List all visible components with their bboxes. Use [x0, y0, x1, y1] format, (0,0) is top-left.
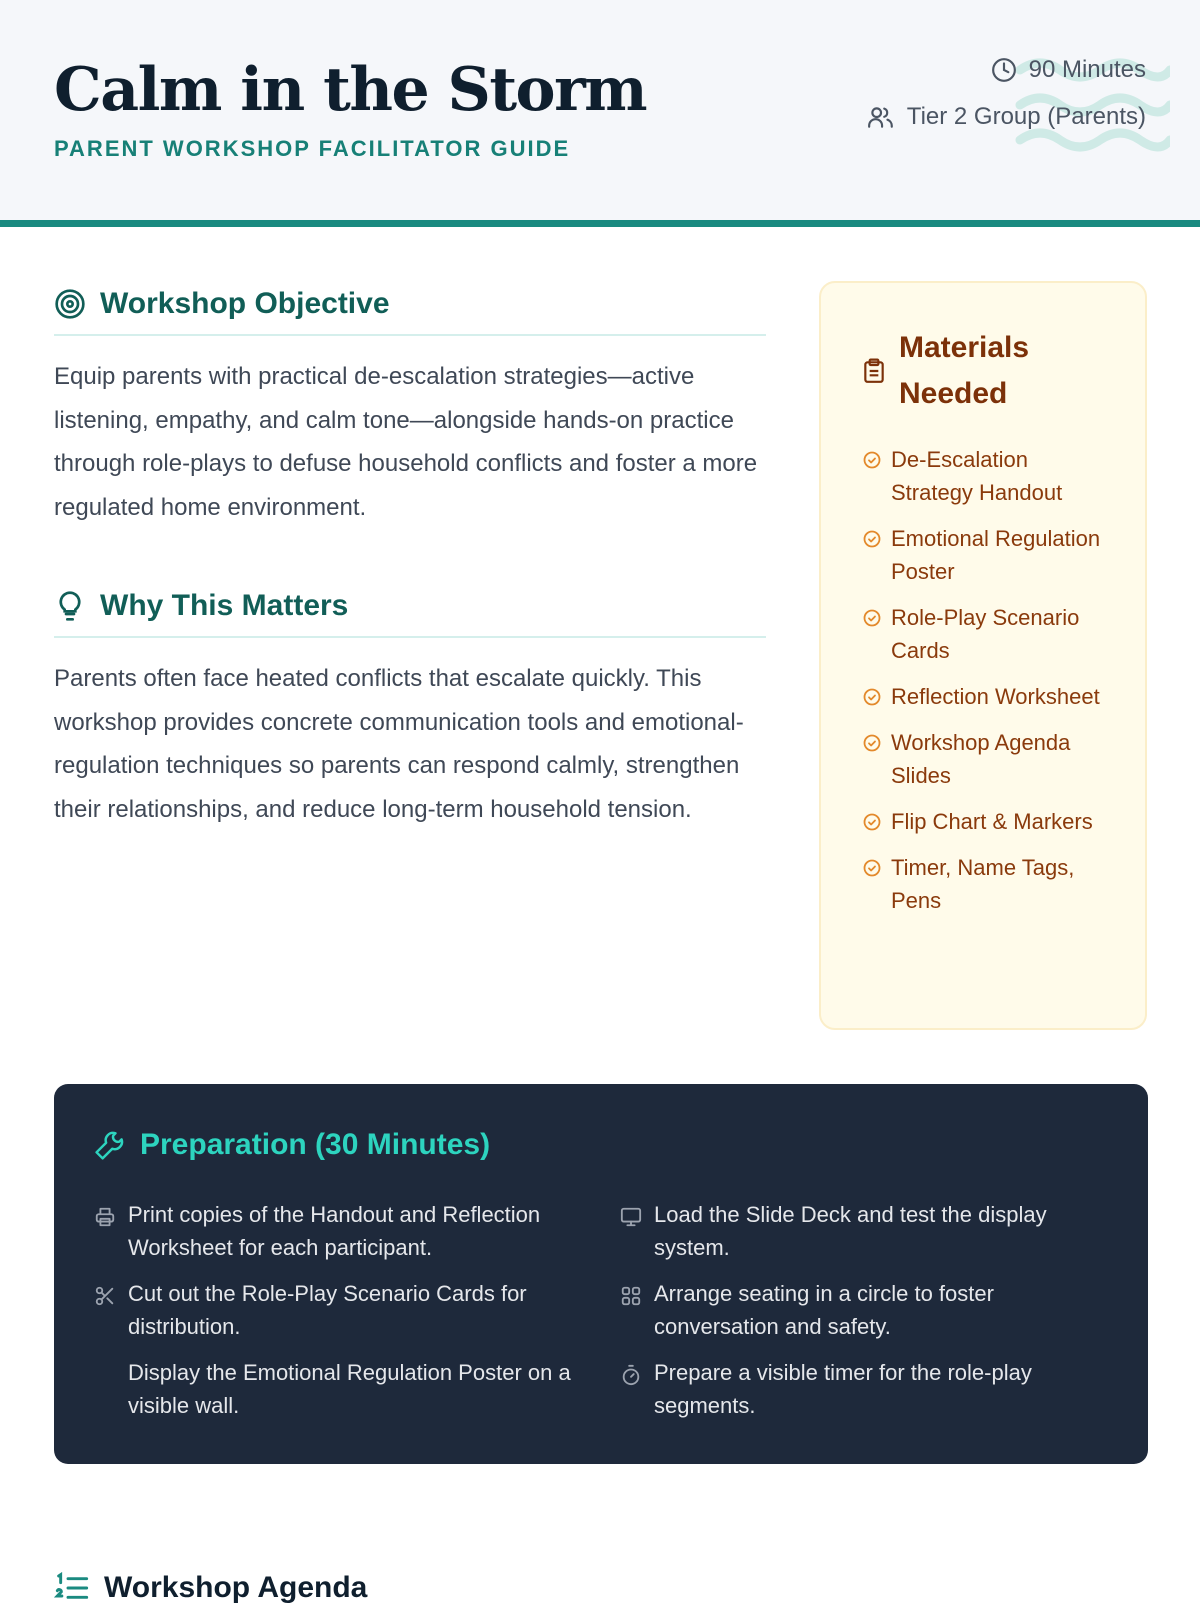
material-item-label: Timer, Name Tags, Pens	[891, 855, 1075, 913]
clipboard-icon	[863, 358, 885, 384]
page-subtitle: PARENT WORKSHOP FACILITATOR GUIDE	[54, 136, 571, 161]
material-item	[863, 601, 1113, 667]
objective-text: Equip parents with practical de-escalation strategies—active listening, empathy, and calm tone—alongside hands-on practice through role-plays to defuse household conflicts and foster a more regulated home environment.	[54, 363, 758, 521]
clock-icon	[991, 57, 1017, 83]
preparation-item-text: Cut out the Role-Play Scenario Cards for distribution.	[128, 1281, 527, 1339]
preparation-item-text: Arrange seating in a circle to foster conversation and safety.	[654, 1281, 994, 1339]
monitor-icon	[620, 1204, 642, 1226]
preparation-item-text: Display the Emotional Regulation Poster on a visible wall.	[128, 1360, 571, 1418]
audience-meta	[867, 103, 1146, 131]
page-title: Calm in the Storm	[54, 55, 647, 125]
material-item-label: Reflection Worksheet	[891, 684, 1100, 709]
preparation-item-text: Load the Slide Deck and test the display system.	[654, 1202, 1047, 1260]
numbered-list-icon	[54, 1572, 90, 1604]
preparation-item	[94, 1356, 574, 1422]
stopwatch-icon	[620, 1362, 642, 1384]
agenda-heading-row	[54, 1568, 367, 1608]
preparation-item-text: Prepare a visible timer for the role-play segments.	[654, 1360, 1032, 1418]
lightbulb-icon	[54, 590, 86, 622]
preparation-item-text: Print copies of the Handout and Reflection Worksheet for each participant.	[128, 1202, 541, 1260]
why-heading: Why This Matters	[100, 589, 349, 622]
preparation-heading-row	[94, 1126, 490, 1164]
wrench-icon	[94, 1129, 126, 1161]
users-icon	[867, 104, 895, 130]
material-item	[863, 805, 1113, 838]
material-item-label: Flip Chart & Markers	[891, 809, 1093, 834]
preparation-heading: Preparation (30 Minutes)	[140, 1128, 491, 1161]
materials-heading: Materials Needed	[899, 331, 1030, 410]
duration-label: 90 Minutes	[1028, 56, 1146, 83]
material-item	[863, 443, 1113, 509]
page-header	[0, 0, 1200, 227]
scissors-icon	[94, 1283, 116, 1305]
material-item	[863, 726, 1113, 792]
check-circle-icon	[863, 859, 881, 877]
check-circle-icon	[863, 609, 881, 627]
materials-heading-row	[863, 325, 1069, 417]
why-heading-row	[54, 588, 766, 638]
blank-icon	[94, 1362, 116, 1384]
material-item	[863, 680, 1113, 713]
preparation-item	[620, 1356, 1100, 1422]
check-circle-icon	[863, 530, 881, 548]
material-item	[863, 851, 1113, 917]
material-item-label: Emotional Regulation Poster	[891, 526, 1101, 584]
objective-heading: Workshop Objective	[100, 287, 390, 320]
duration-meta	[991, 56, 1146, 84]
material-item-label: Workshop Agenda Slides	[891, 730, 1071, 788]
agenda-heading: Workshop Agenda	[104, 1571, 368, 1604]
preparation-list-right	[620, 1198, 1100, 1435]
objective-heading-row	[54, 286, 766, 336]
target-icon	[54, 288, 86, 320]
material-item	[863, 522, 1113, 588]
preparation-panel	[54, 1084, 1148, 1464]
preparation-item	[620, 1198, 1100, 1264]
preparation-item	[620, 1277, 1100, 1343]
material-item-label: Role-Play Scenario Cards	[891, 605, 1080, 663]
why-text: Parents often face heated conflicts that escalate quickly. This workshop provides concrete communication tools and emotional-regulation techniques so parents can respond calmly, strengthen their relationships, and reduce long-term household tension.	[54, 665, 744, 823]
preparation-item	[94, 1277, 574, 1343]
grid-icon	[620, 1283, 642, 1305]
check-circle-icon	[863, 813, 881, 831]
check-circle-icon	[863, 734, 881, 752]
materials-list	[863, 443, 1113, 930]
preparation-list-left	[94, 1198, 574, 1435]
check-circle-icon	[863, 451, 881, 469]
materials-panel	[819, 281, 1147, 1030]
printer-icon	[94, 1204, 116, 1226]
preparation-item	[94, 1198, 574, 1264]
audience-label: Tier 2 Group (Parents)	[906, 103, 1146, 130]
material-item-label: De-Escalation Strategy Handout	[891, 447, 1063, 505]
check-circle-icon	[863, 688, 881, 706]
